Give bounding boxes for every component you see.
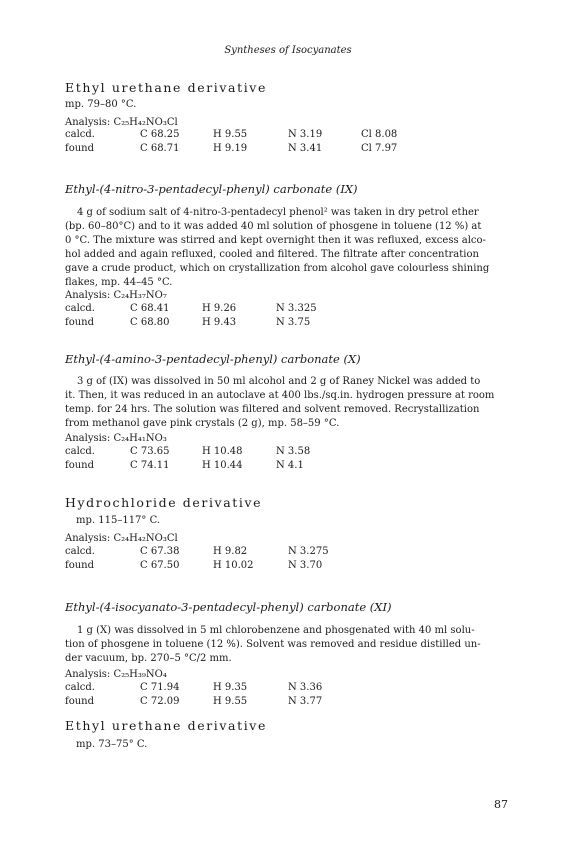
row-label: found: [65, 143, 95, 154]
para-line: 1 g (X) was dissolved in 5 ml chlorobenzene and phosgenated with 40 ml solu-: [77, 625, 475, 636]
carbon-value: C 67.38: [140, 546, 180, 557]
hydrogen-value: H 10.02: [213, 560, 254, 571]
analysis-row-calcd: [65, 546, 525, 560]
procedure-paragraph: [65, 375, 510, 431]
row-label: calcd.: [65, 303, 95, 314]
nitrogen-value: N 3.58: [276, 446, 311, 457]
nitrogen-value: N 3.19: [288, 129, 323, 140]
nitrogen-value: N 3.36: [288, 682, 323, 693]
compound-title-xi: Ethyl-(4-isocyanato-3-pentadecyl-phenyl) carbonate (XI): [65, 600, 392, 614]
nitrogen-value: N 3.325: [276, 303, 317, 314]
analysis-row-found: [65, 696, 525, 710]
carbon-value: C 68.80: [130, 317, 170, 328]
para-line: 3 g of (IX) was dissolved in 50 ml alcohol and 2 g of Raney Nickel was added to: [77, 376, 481, 387]
carbon-value: C 74.11: [130, 460, 170, 471]
analysis-label: Analysis:: [65, 669, 111, 680]
hydrogen-value: H 9.26: [202, 303, 237, 314]
section-heading-hydrochloride: Hydrochloride derivative: [65, 495, 263, 510]
nitrogen-value: N 4.1: [276, 460, 304, 471]
carbon-value: C 72.09: [140, 696, 180, 707]
page-number: 87: [494, 798, 508, 811]
analysis-line: [65, 668, 167, 682]
analysis-row-found: [65, 317, 525, 331]
compound-title-x: Ethyl-(4-amino-3-pentadecyl-phenyl) carbonate (X): [65, 352, 361, 366]
row-label: found: [65, 696, 95, 707]
para-line: flakes, mp. 44–45 °C.: [65, 277, 173, 288]
analysis-row-calcd: [65, 682, 525, 696]
row-label: calcd.: [65, 682, 95, 693]
hydrogen-value: H 9.55: [213, 696, 248, 707]
analysis-row-calcd: [65, 446, 525, 460]
molecular-formula: C₂₄H₄₁NO₃: [113, 433, 167, 444]
analysis-label: Analysis:: [65, 117, 111, 128]
hydrogen-value: H 9.19: [213, 143, 248, 154]
analysis-row-calcd: [65, 303, 525, 317]
row-label: calcd.: [65, 546, 95, 557]
procedure-paragraph: [65, 624, 510, 666]
molecular-formula: C₂₄H₃₇NO₇: [113, 290, 167, 301]
hydrogen-value: H 9.43: [202, 317, 237, 328]
carbon-value: C 71.94: [140, 682, 180, 693]
chlorine-value: Cl 8.08: [361, 129, 398, 140]
para-line: hol added and again refluxed, cooled and filtered. The filtrate after concentration: [65, 249, 479, 260]
molecular-formula: C₂₄H₄₂NO₃Cl: [113, 533, 178, 544]
analysis-line: [65, 289, 167, 303]
hydrogen-value: H 9.82: [213, 546, 248, 557]
hydrogen-value: H 10.44: [202, 460, 243, 471]
analysis-row-found: [65, 560, 525, 574]
para-line: 4 g of sodium salt of 4-nitro-3-pentadecyl phenol² was taken in dry petrol ether: [77, 207, 479, 218]
para-line: tion of phosgene in toluene (12 %). Solvent was removed and residue distilled un-: [65, 639, 481, 650]
para-line: gave a crude product, which on crystallization from alcohol gave colourless shining: [65, 263, 490, 274]
carbon-value: C 73.65: [130, 446, 170, 457]
analysis-label: Analysis:: [65, 433, 111, 444]
para-line: der vacuum, bp. 270–5 °C/2 mm.: [65, 653, 232, 664]
hydrogen-value: H 9.35: [213, 682, 248, 693]
analysis-row-found: [65, 143, 525, 157]
row-label: found: [65, 460, 95, 471]
analysis-label: Analysis:: [65, 290, 111, 301]
nitrogen-value: N 3.275: [288, 546, 329, 557]
analysis-line: [65, 116, 178, 130]
carbon-value: C 68.41: [130, 303, 170, 314]
molecular-formula: C₂₅H₃₉NO₄: [113, 669, 167, 680]
nitrogen-value: N 3.75: [276, 317, 311, 328]
carbon-value: C 68.71: [140, 143, 180, 154]
row-label: calcd.: [65, 446, 95, 457]
row-label: found: [65, 560, 95, 571]
para-line: from methanol gave pink crystals (2 g), mp. 58–59 °C.: [65, 418, 340, 429]
para-line: (bp. 60–80°C) and to it was added 40 ml solution of phosgene in toluene (12 %) at: [65, 221, 482, 232]
nitrogen-value: N 3.70: [288, 560, 323, 571]
section-heading-ethyl-urethane: Ethyl urethane derivative: [65, 718, 267, 733]
row-label: found: [65, 317, 95, 328]
nitrogen-value: N 3.41: [288, 143, 323, 154]
analysis-line: [65, 432, 167, 446]
section-heading-ethyl-urethane: Ethyl urethane derivative: [65, 80, 267, 95]
hydrogen-value: H 9.55: [213, 129, 248, 140]
nitrogen-value: N 3.77: [288, 696, 323, 707]
para-line: temp. for 24 hrs. The solution was filtered and solvent removed. Recrystallization: [65, 404, 480, 415]
melting-point: mp. 79–80 °C.: [65, 99, 137, 110]
melting-point: mp. 73–75° C.: [76, 739, 148, 750]
analysis-label: Analysis:: [65, 533, 111, 544]
para-line: 0 °C. The mixture was stirred and kept overnight then it was refluxed, excess alco-: [65, 235, 486, 246]
row-label: calcd.: [65, 129, 95, 140]
molecular-formula: C₂₅H₄₂NO₃Cl: [113, 117, 178, 128]
analysis-line: [65, 532, 178, 546]
compound-title-ix: Ethyl-(4-nitro-3-pentadecyl-phenyl) carbonate (IX): [65, 182, 358, 196]
para-line: it. Then, it was reduced in an autoclave at 400 lbs./sq.in. hydrogen pressure at room: [65, 390, 495, 401]
hydrogen-value: H 10.48: [202, 446, 243, 457]
chlorine-value: Cl 7.97: [361, 143, 398, 154]
melting-point: mp. 115–117° C.: [76, 515, 161, 526]
running-head: Syntheses of Isocyanates: [224, 45, 352, 56]
carbon-value: C 67.50: [140, 560, 180, 571]
carbon-value: C 68.25: [140, 129, 180, 140]
procedure-paragraph: [65, 206, 510, 290]
analysis-row-found: [65, 460, 525, 474]
analysis-row-calcd: [65, 129, 525, 143]
